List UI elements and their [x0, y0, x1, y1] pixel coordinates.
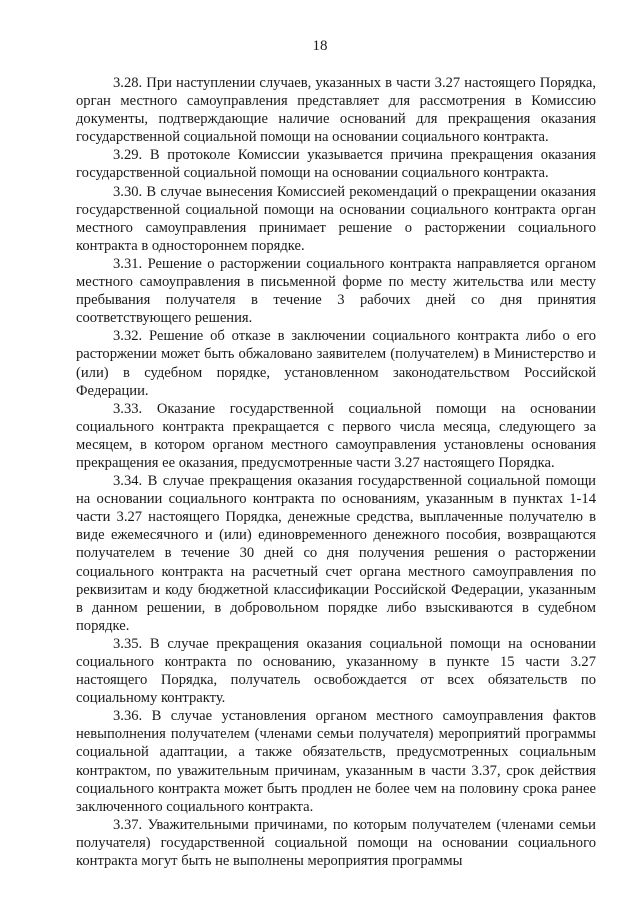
document-body: [76, 74, 596, 870]
page-number: 18: [312, 38, 328, 54]
paragraph-3-35: 3.35. В случае прекращения оказания социальной помощи на основании социального контракта по основанию, указанному в пункте 15 части 3.27 настоящего Порядка, получатель освобождается от всех обязательств по социальному контракту.: [76, 635, 596, 707]
paragraph-3-28: 3.28. При наступлении случаев, указанных в части 3.27 настоящего Порядка, орган местного самоуправления представляет для рассмотрения в Комиссию документы, подтверждающие наличие оснований для прекращения оказания государственной социальной помощи на основании социального контракта.: [76, 75, 596, 146]
paragraph-3-30: 3.30. В случае вынесения Комиссией рекомендаций о прекращении оказания государственной социальной помощи на основании социального контракта орган местного самоуправления принимает решение о расторжении социального контракта в одностороннем порядке.: [76, 183, 596, 254]
paragraph-3-32: 3.32. Решение об отказе в заключении социального контракта либо о его расторжении может быть обжаловано заявителем (получателем) в Министерство и (или) в судебном порядке, установленном законодательством Российской Федерации.: [76, 328, 596, 399]
paragraph-3-31: 3.31. Решение о расторжении социального контракта направляется органом местного самоуправления в письменной форме по месту жительства или месту пребывания получателя в течение 3 рабочих дней со дня принятия соответствующего решения.: [76, 255, 596, 327]
paragraph-3-34: 3.34. В случае прекращения оказания государственной социальной помощи на основании социального контракта по основаниям, указанным в пунктах 1-14 части 3.27 настоящего Порядка, денежные средства, выплаченные получателю в виде ежемесячного и (или) единовременного денежного пособия, возвращаются получателем в течение 30 дней со дня получения решения о расторжении социального контракта на расчетный счет органа местного самоуправления по реквизитам и коду бюджетной классификации Российской Федерации, указанным в данном решении, в добровольном порядке либо взыскиваются в судебном порядке.: [76, 473, 596, 634]
paragraph-3-29: 3.29. В протоколе Комиссии указывается причина прекращения оказания государственной социальной помощи на основании социального контракта.: [76, 147, 596, 182]
paragraph-3-37: 3.37. Уважительными причинами, по которым получателем (членами семьи получателя) государственной социальной помощи на основании социального контракта могут быть не выполнены мероприятия программы: [76, 816, 596, 870]
paragraph-3-33: 3.33. Оказание государственной социальной помощи на основании социального контракта прекращается с первого числа месяца, следующего за месяцем, в котором органом местного самоуправления установлены основания прекращения ее оказания, предусмотренные части 3.27 настоящего Порядка.: [76, 400, 596, 471]
paragraph-3-36: 3.36. В случае установления органом местного самоуправления фактов невыполнения получателем (членами семьи получателя) мероприятий программы социальной адаптации, а также обязательств, предусмотренных социальным контрактом, по уважительным причинам, указанным в части 3.37, срок действия социального контракта может быть продлен не более чем на половину срока ранее заключенного социального контракта.: [76, 708, 596, 815]
